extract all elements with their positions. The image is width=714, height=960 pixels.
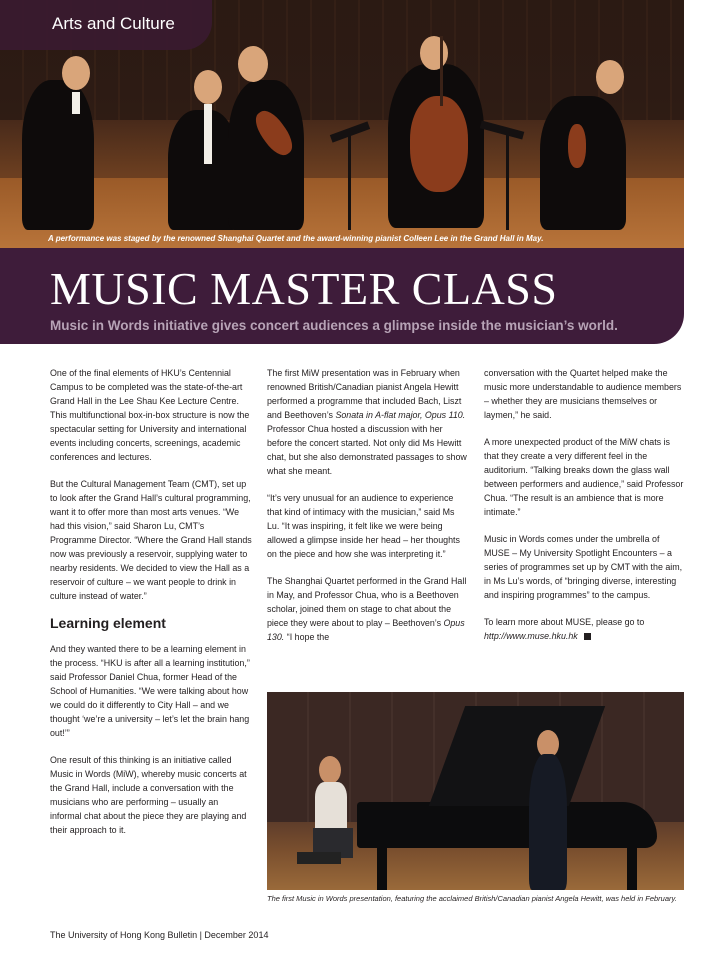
column-3 (484, 366, 686, 656)
page-footer: The University of Hong Kong Bulletin | December 2014 (50, 930, 269, 940)
end-mark (584, 633, 591, 640)
paragraph: The first MiW presentation was in February when renowned British/Canadian pianist Angela Hewitt performed a programme that included Bach, Liszt and Beethoven’s Sonata in A-flat major, Opus 110. Professor Chua hosted a discussion with her before the concert started. Not only did Ms Hewitt chat, but she also demonstrated passages to show what she meant. (267, 368, 467, 476)
paragraph: conversation with the Quartet helped make the music more understandable to audience members – whether they are musicians themselves or laymen,” he said. (484, 368, 682, 420)
work-title: Opus 130. (267, 618, 465, 642)
photo2-caption: The first Music in Words presentation, featuring the acclaimed British/Canadian pianist Angela Hewitt, was held in February. (267, 894, 677, 903)
section-label: Arts and Culture (0, 0, 212, 50)
paragraph: A more unexpected product of the MiW chats is that they create a very different feel in the auditorium. “Talking breaks down the glass wall between performers and audience,” said Professor Chua. “The result is an ambience that is more intimate.” (484, 437, 684, 517)
article-title: MUSIC MASTER CLASS (50, 263, 558, 314)
paragraph: “It’s very unusual for an audience to experience that kind of intimacy with the musician,” said Ms Lu. “It was inspiring, it felt like we were being allowed a glimpse inside her head – her thoughts on the piece and how she was interpreting it.” (267, 493, 460, 559)
paragraph: Music in Words comes under the umbrella of MUSE – My University Spotlight Encounters – a series of programmes set up by CMT with the aim, in Ms Lu’s words, of “bringing diverse, interesting and inspiring programmes” to the campus. (484, 534, 683, 600)
paragraph: The Shanghai Quartet performed in the Grand Hall in May, and Professor Chua, who is a Beethoven scholar, joined them on stage to chat about the piece they were about to play – Beethoven’s Opus 130. “I hope the (267, 576, 467, 642)
paragraph: But the Cultural Management Team (CMT), set up to look after the Grand Hall’s cultural programming, want it to offer more than most arts venues. “We had this vision,” said Sharon Lu, CMT’s Programme Director. “Where the Grand Hall stands now was previously a reservoir, supplying water to nearby residents. We decided to view the Hall as a reservoir of culture – we want people to drink in culture instead of water.” (50, 479, 252, 601)
muse-link[interactable]: http://www.muse.hku.hk (484, 631, 578, 641)
paragraph: One of the final elements of HKU’s Centennial Campus to be completed was the state-of-the-art Grand Hall in the Lee Shau Kee Lecture Centre. This multifunctional box-in-box structure is now the spectacular setting for University and international events including concerts, screenings, academic conferences and lectures. (50, 368, 250, 462)
section-heading: Learning element (50, 615, 166, 631)
pianist-photo (267, 692, 684, 890)
paragraph: One result of this thinking is an initiative called Music in Words (MiW), whereby music concerts at the Grand Hall, include a conversation with the musicians who are performing – usually an informal chat about the piece they are playing and their approach to it. (50, 755, 247, 835)
title-banner (0, 248, 684, 344)
paragraph: And they wanted there to be a learning element in the process. “HKU is after all a learning institution,” said Professor Daniel Chua, former Head of the School of Humanities. “We were talking about how we could do it differently to City Hall – and we thought ‘we’re a university – let’s let the brain hang out!’” (50, 644, 250, 738)
article-deck: Music in Words initiative gives concert audiences a glimpse inside the musician’s world. (50, 318, 618, 333)
hero-caption: A performance was staged by the renowned Shanghai Quartet and the award-winning pianist Colleen Lee in the Grand Hall in May. (48, 234, 544, 243)
column-1 (50, 366, 252, 850)
work-title: Sonata in A-flat major, Opus 110. (335, 410, 466, 420)
paragraph: To learn more about MUSE, please go to http://www.muse.hku.hk (484, 617, 645, 641)
column-2 (267, 366, 469, 657)
